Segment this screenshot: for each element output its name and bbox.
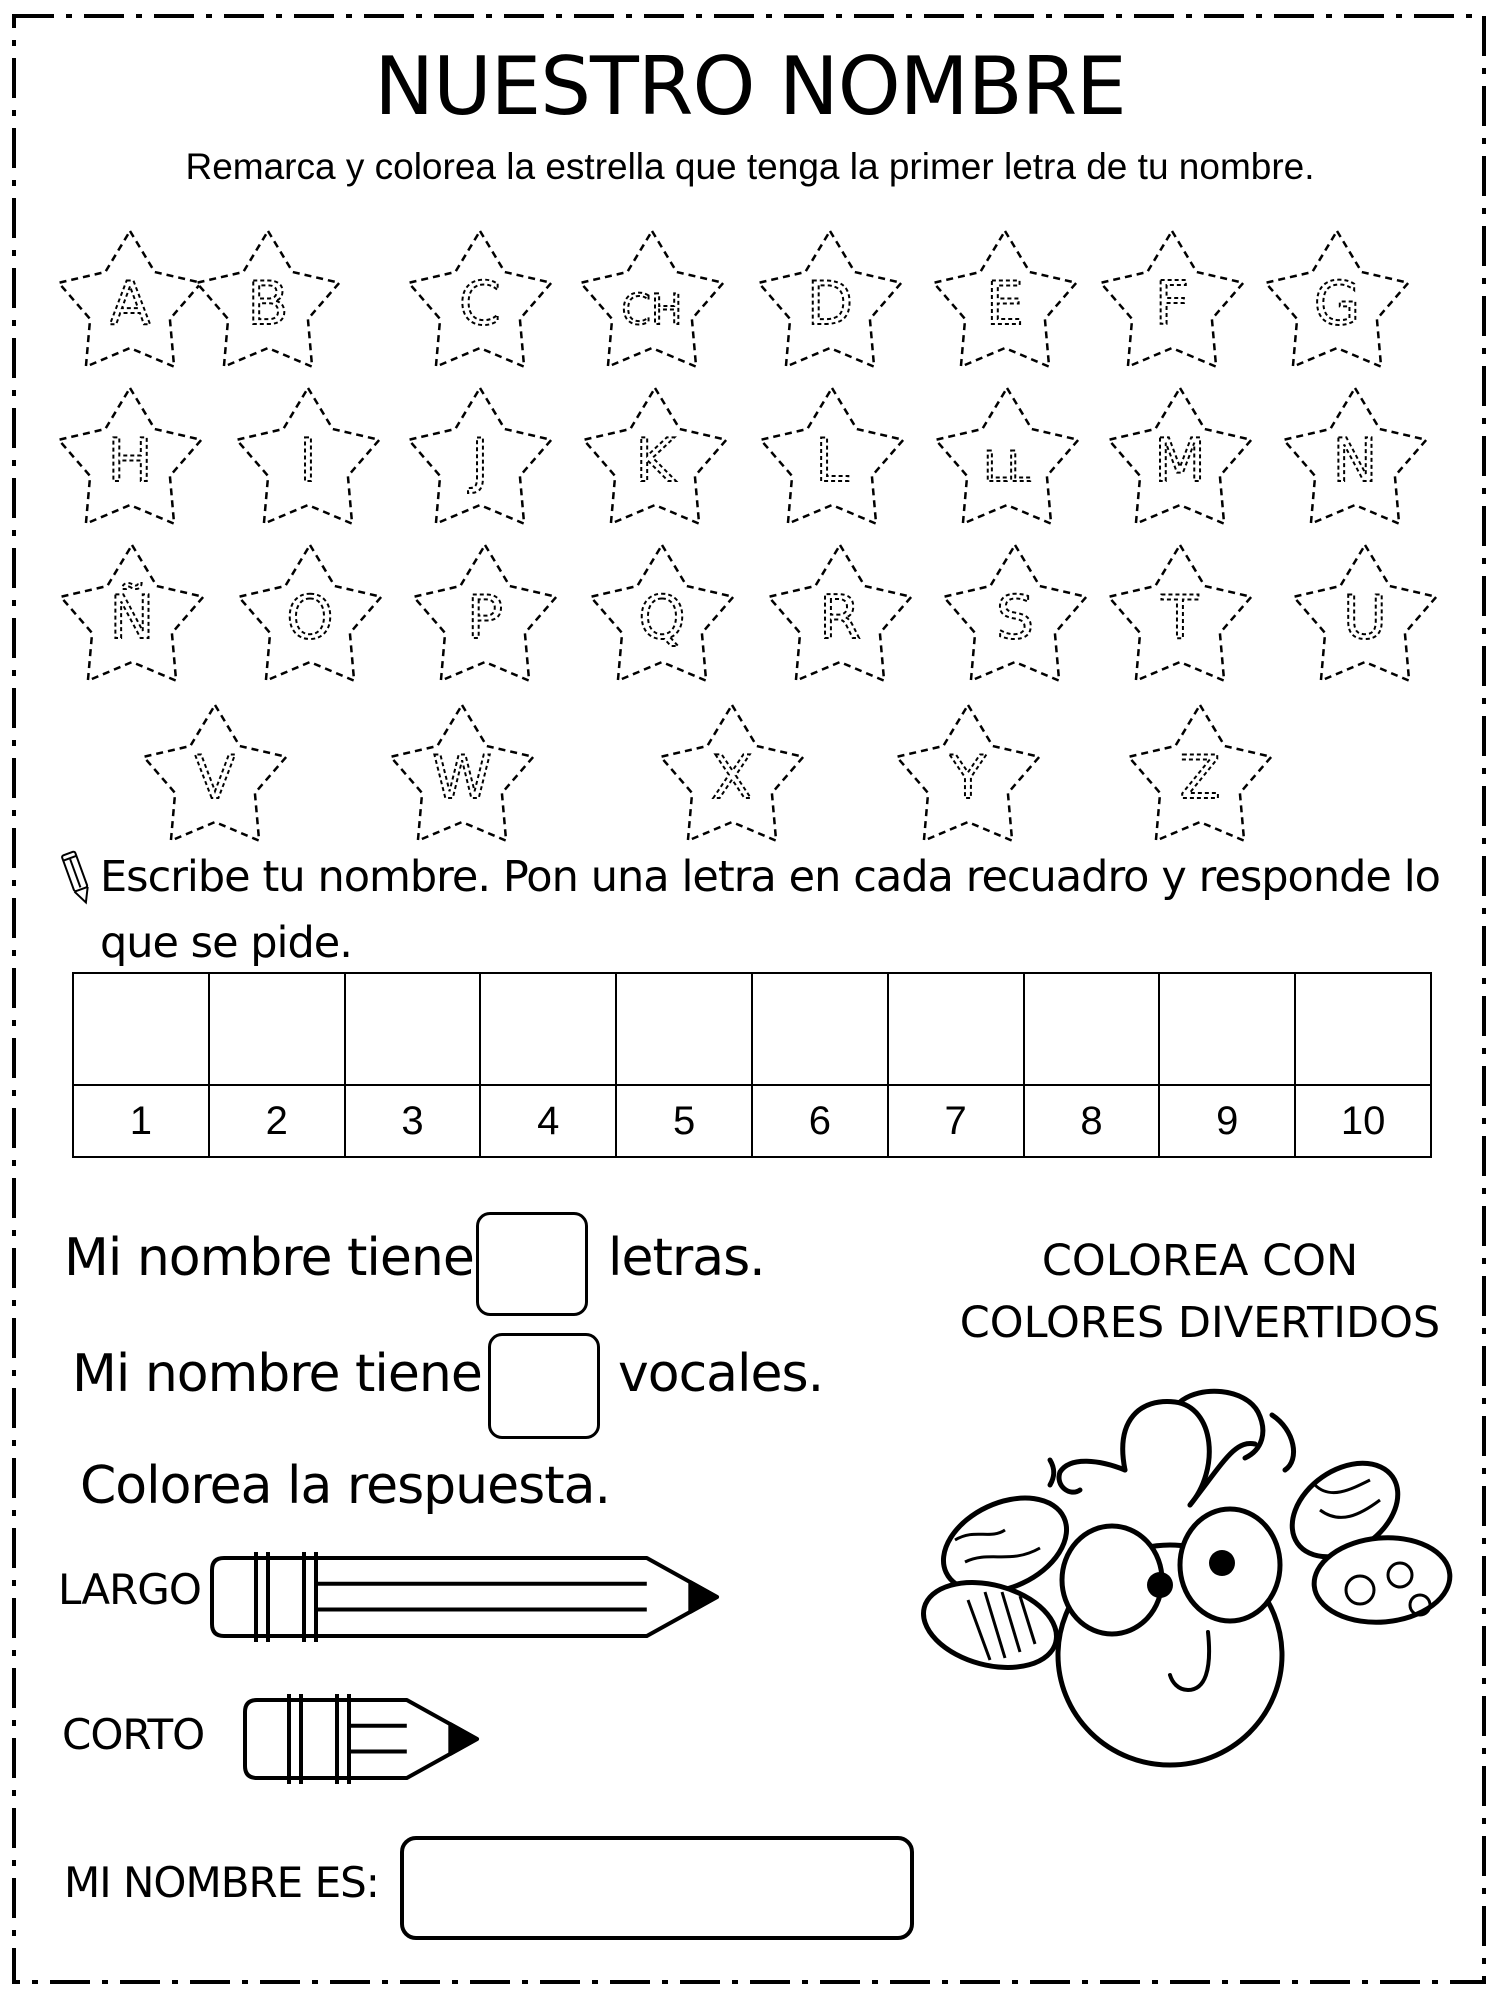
vowels-count-suffix: vocales. — [618, 1344, 824, 1404]
star-letter: X — [711, 743, 753, 813]
star-letter: T — [1161, 583, 1199, 653]
box-number: 8 — [1024, 1085, 1160, 1157]
star-letter: D — [806, 269, 854, 339]
star-letter: J — [471, 426, 489, 496]
star-letter: N — [1332, 426, 1378, 496]
star-letter: A — [109, 269, 151, 339]
star-letter: L — [815, 426, 849, 496]
long-pencil-label: LARGO — [58, 1565, 201, 1614]
star-letter: B — [247, 269, 289, 339]
star-letter: LL — [983, 442, 1031, 491]
fly-instruction-line-1: COLOREA CON — [1041, 1236, 1359, 1286]
box-number: 9 — [1159, 1085, 1295, 1157]
color-answer-instruction: Colorea la respuesta. — [80, 1456, 611, 1516]
short-pencil-label: CORTO — [62, 1710, 205, 1759]
star-letter: W — [432, 743, 492, 813]
answer-label: MI NOMBRE ES: — [64, 1858, 379, 1907]
star-letter: F — [1154, 269, 1190, 339]
star-letter: Ñ — [109, 583, 155, 653]
box-number: 10 — [1295, 1085, 1431, 1157]
star-letter: M — [1154, 426, 1206, 496]
star-letter: CH — [621, 285, 683, 334]
box-number: 5 — [616, 1085, 752, 1157]
star-letter: I — [299, 426, 317, 496]
star-letter: V — [194, 743, 236, 813]
star-letter: K — [635, 426, 675, 496]
star-letter: Z — [1179, 743, 1221, 813]
vowels-count-prefix: Mi nombre tiene — [72, 1344, 482, 1404]
short-pencil[interactable] — [245, 1694, 477, 1784]
box-number: 4 — [480, 1085, 616, 1157]
box-number: 6 — [752, 1085, 888, 1157]
box-number: 2 — [209, 1085, 345, 1157]
star-letter: R — [819, 583, 861, 653]
star-letter: G — [1313, 269, 1361, 339]
instruction-text: Escribe tu nombre. Pon una letra en cada recuadro y responde lo que se pide. — [100, 852, 1440, 968]
box-number: 1 — [73, 1085, 209, 1157]
long-pencil[interactable] — [212, 1552, 717, 1642]
star-letter: H — [107, 426, 153, 496]
box-number: 7 — [888, 1085, 1024, 1157]
fly-instruction-line-2: COLORES DIVERTIDOS — [959, 1298, 1441, 1348]
star-letter: C — [459, 269, 501, 339]
star-letter: P — [466, 583, 504, 653]
star-letter: O — [286, 583, 334, 653]
box-number: 3 — [345, 1085, 481, 1157]
page-title: NUESTRO NOMBRE — [374, 40, 1126, 133]
star-letter: S — [995, 583, 1035, 653]
star-letter: E — [986, 269, 1024, 339]
letters-count-suffix: letras. — [608, 1228, 765, 1288]
answer-name-box[interactable] — [400, 1836, 914, 1940]
page-subtitle: Remarca y colorea la estrella que tenga la primer letra de tu nombre. — [185, 146, 1315, 187]
star-letter: Q — [638, 583, 686, 653]
star-letter: Y — [949, 743, 987, 813]
star-letter: U — [1343, 583, 1387, 653]
letters-count-prefix: Mi nombre tiene — [64, 1228, 474, 1288]
